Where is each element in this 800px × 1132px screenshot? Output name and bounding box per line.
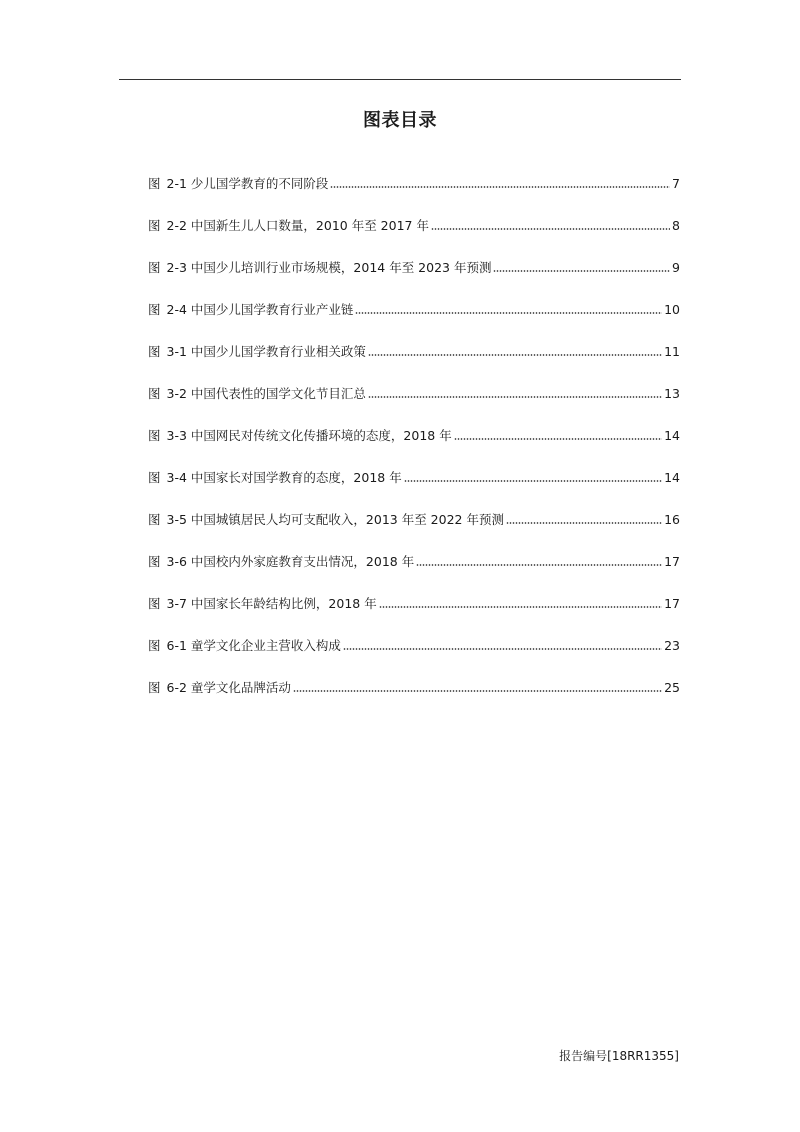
- dot-leader: [355, 311, 662, 314]
- toc-entry[interactable]: [148, 318, 680, 360]
- toc-entry-label: 图 3-4 中国家长对国学教育的态度，2018 年: [148, 470, 402, 485]
- toc-entry[interactable]: [148, 528, 680, 570]
- toc-entry[interactable]: [148, 192, 680, 234]
- toc-entry-label: 图 3-2 中国代表性的国学文化节目汇总: [148, 386, 366, 401]
- toc-entry[interactable]: [148, 486, 680, 528]
- page-title: 图表目录: [363, 110, 437, 131]
- toc-entry-label: 图 2-1 少儿国学教育的不同阶段: [148, 176, 329, 191]
- toc-page-number: 10: [664, 302, 680, 317]
- dot-leader: [379, 605, 662, 608]
- toc-entry[interactable]: [148, 654, 680, 696]
- toc-page-number: 25: [664, 680, 680, 695]
- dot-leader: [416, 563, 662, 566]
- toc-page-number: 9: [672, 260, 680, 275]
- toc-entry[interactable]: [148, 234, 680, 276]
- toc-entry[interactable]: [148, 360, 680, 402]
- toc-entry[interactable]: [148, 444, 680, 486]
- toc-page-number: 16: [664, 512, 680, 527]
- toc-entry[interactable]: [148, 276, 680, 318]
- toc-entry[interactable]: [148, 570, 680, 612]
- toc-page-number: 17: [664, 554, 680, 569]
- toc-entry-label: 图 6-1 童学文化企业主营收入构成: [148, 638, 341, 653]
- dot-leader: [454, 437, 662, 440]
- toc-entry-label: 图 3-5 中国城镇居民人均可支配收入，2013 年至 2022 年预测: [148, 512, 504, 527]
- toc-entry-label: 图 2-3 中国少儿培训行业市场规模，2014 年至 2023 年预测: [148, 260, 492, 275]
- toc-page-number: 14: [664, 470, 680, 485]
- dot-leader: [330, 185, 670, 188]
- toc-entry-label: 图 3-7 中国家长年龄结构比例，2018 年: [148, 596, 377, 611]
- toc-entry-label: 图 2-4 中国少儿国学教育行业产业链: [148, 302, 354, 317]
- dot-leader: [493, 269, 670, 272]
- toc-entry-label: 图 2-2 中国新生儿人口数量，2010 年至 2017 年: [148, 218, 429, 233]
- toc-entry-label: 图 3-3 中国网民对传统文化传播环境的态度，2018 年: [148, 428, 452, 443]
- dot-leader: [368, 353, 662, 356]
- dot-leader: [404, 479, 662, 482]
- dot-leader: [368, 395, 662, 398]
- dot-leader: [293, 689, 662, 692]
- toc-page-number: 13: [664, 386, 680, 401]
- figure-toc-list: [148, 150, 680, 696]
- toc-entry-label: 图 3-1 中国少儿国学教育行业相关政策: [148, 344, 366, 359]
- dot-leader: [343, 647, 662, 650]
- toc-entry-label: 图 3-6 中国校内外家庭教育支出情况，2018 年: [148, 554, 415, 569]
- toc-page-number: 11: [664, 344, 680, 359]
- dot-leader: [506, 521, 662, 524]
- toc-entry[interactable]: [148, 612, 680, 654]
- toc-entry[interactable]: [148, 150, 680, 192]
- dot-leader: [431, 227, 670, 230]
- report-number: 报告编号[18RR1355]: [559, 1049, 679, 1063]
- header-rule: [119, 79, 681, 80]
- toc-page-number: 17: [664, 596, 680, 611]
- toc-page-number: 14: [664, 428, 680, 443]
- toc-entry[interactable]: [148, 402, 680, 444]
- toc-entry-label: 图 6-2 童学文化品牌活动: [148, 680, 291, 695]
- toc-page-number: 8: [672, 218, 680, 233]
- toc-page-number: 7: [672, 176, 680, 191]
- toc-page-number: 23: [664, 638, 680, 653]
